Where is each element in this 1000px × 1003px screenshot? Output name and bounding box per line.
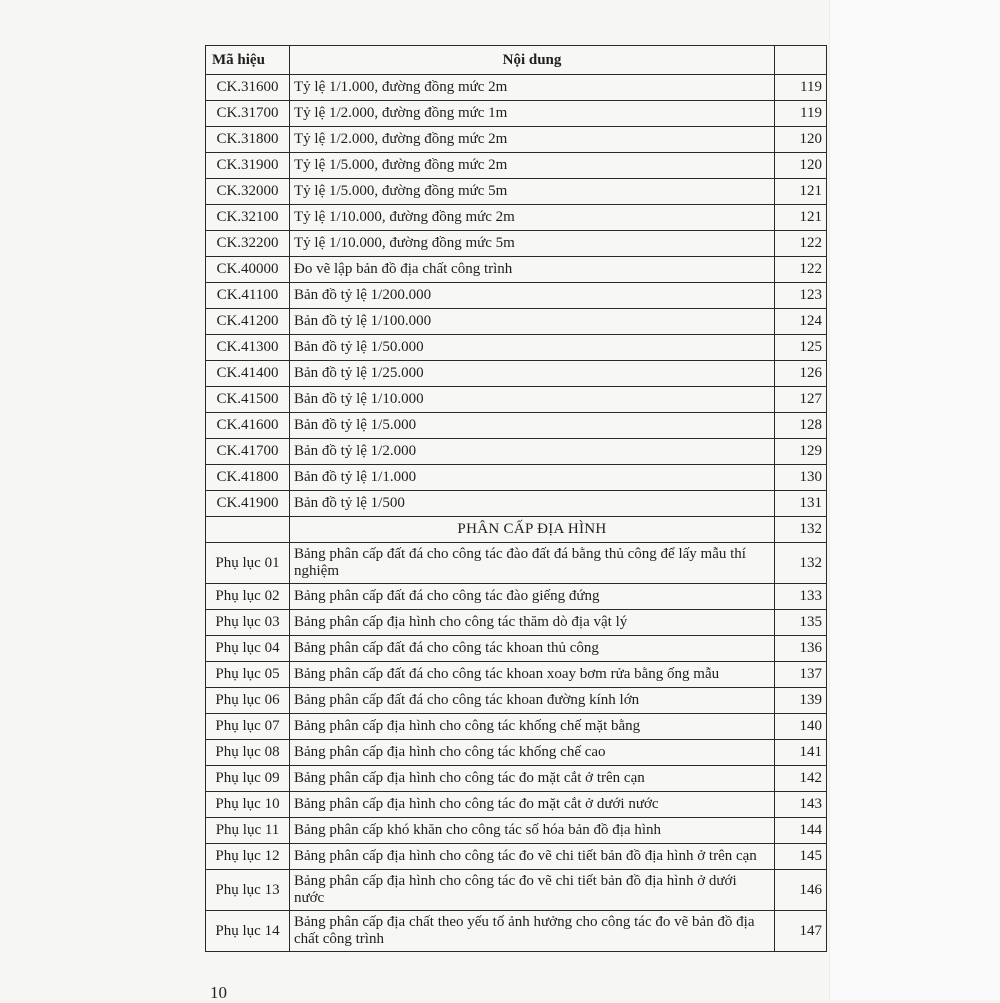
row-content: Bản đồ tỷ lệ 1/200.000 <box>290 283 775 309</box>
table-row <box>206 766 827 792</box>
row-content: Bảng phân cấp địa hình cho công tác thăm dò địa vật lý <box>290 610 775 636</box>
row-page-number: 141 <box>775 740 827 766</box>
table-row <box>206 610 827 636</box>
table-row <box>206 792 827 818</box>
header-content: Nội dung <box>290 46 775 75</box>
row-content: Bảng phân cấp địa hình cho công tác đo mặt cắt ở trên cạn <box>290 766 775 792</box>
row-code <box>206 517 290 543</box>
section-heading-row <box>206 517 827 543</box>
row-code: Phụ lục 01 <box>206 543 290 584</box>
table-row <box>206 257 827 283</box>
row-page-number: 147 <box>775 911 827 952</box>
table-row <box>206 283 827 309</box>
table-row <box>206 584 827 610</box>
row-code: CK.41600 <box>206 413 290 439</box>
row-code: CK.32000 <box>206 179 290 205</box>
row-code: CK.31900 <box>206 153 290 179</box>
row-code: CK.32200 <box>206 231 290 257</box>
table-row <box>206 714 827 740</box>
row-page-number: 121 <box>775 179 827 205</box>
table-row <box>206 231 827 257</box>
row-content: Bảng phân cấp đất đá cho công tác khoan đường kính lớn <box>290 688 775 714</box>
table-row <box>206 844 827 870</box>
row-content: Đo vẽ lập bản đồ địa chất công trình <box>290 257 775 283</box>
row-page-number: 126 <box>775 361 827 387</box>
row-code: CK.41900 <box>206 491 290 517</box>
row-page-number: 130 <box>775 465 827 491</box>
row-content: Bản đồ tỷ lệ 1/500 <box>290 491 775 517</box>
row-code: CK.31700 <box>206 101 290 127</box>
row-code: CK.41100 <box>206 283 290 309</box>
row-code: CK.31800 <box>206 127 290 153</box>
row-code: Phụ lục 09 <box>206 766 290 792</box>
row-content: Bản đồ tỷ lệ 1/1.000 <box>290 465 775 491</box>
table-row <box>206 465 827 491</box>
row-content: Bản đồ tỷ lệ 1/100.000 <box>290 309 775 335</box>
page-number: 10 <box>210 983 227 1002</box>
row-code: Phụ lục 10 <box>206 792 290 818</box>
table-row <box>206 911 827 952</box>
table-row <box>206 153 827 179</box>
row-code: CK.41200 <box>206 309 290 335</box>
header-code: Mã hiệu <box>206 46 290 75</box>
row-page-number: 139 <box>775 688 827 714</box>
table-row <box>206 543 827 584</box>
row-page-number: 142 <box>775 766 827 792</box>
table-body <box>206 75 827 952</box>
header-page <box>775 46 827 75</box>
row-page-number: 145 <box>775 844 827 870</box>
row-content: Bản đồ tỷ lệ 1/10.000 <box>290 387 775 413</box>
row-content: Bảng phân cấp địa hình cho công tác khống chế cao <box>290 740 775 766</box>
row-code: Phụ lục 04 <box>206 636 290 662</box>
row-page-number: 136 <box>775 636 827 662</box>
row-code: CK.41500 <box>206 387 290 413</box>
row-code: Phụ lục 07 <box>206 714 290 740</box>
row-page-number: 120 <box>775 127 827 153</box>
row-page-number: 127 <box>775 387 827 413</box>
row-content: Bản đồ tỷ lệ 1/50.000 <box>290 335 775 361</box>
row-page-number: 135 <box>775 610 827 636</box>
row-page-number: 137 <box>775 662 827 688</box>
section-heading: PHÂN CẤP ĐỊA HÌNH <box>290 517 775 543</box>
row-content: Bản đồ tỷ lệ 1/25.000 <box>290 361 775 387</box>
row-code: CK.41800 <box>206 465 290 491</box>
table-row <box>206 870 827 911</box>
row-content: Bảng phân cấp địa hình cho công tác đo vẽ chi tiết bản đồ địa hình ở trên cạn <box>290 844 775 870</box>
table-row <box>206 75 827 101</box>
table-row <box>206 205 827 231</box>
row-content: Bảng phân cấp đất đá cho công tác khoan thủ công <box>290 636 775 662</box>
row-code: CK.41700 <box>206 439 290 465</box>
row-page-number: 132 <box>775 543 827 584</box>
row-page-number: 121 <box>775 205 827 231</box>
row-content: Bảng phân cấp địa hình cho công tác đo mặt cắt ở dưới nước <box>290 792 775 818</box>
row-content: Tỷ lệ 1/5.000, đường đồng mức 2m <box>290 153 775 179</box>
table-row <box>206 387 827 413</box>
row-content: Tỷ lệ 1/5.000, đường đồng mức 5m <box>290 179 775 205</box>
page-edge <box>829 0 1000 1000</box>
table-row <box>206 413 827 439</box>
table-row <box>206 439 827 465</box>
row-page-number: 144 <box>775 818 827 844</box>
row-code: Phụ lục 03 <box>206 610 290 636</box>
row-code: Phụ lục 02 <box>206 584 290 610</box>
table-row <box>206 361 827 387</box>
row-content: Tỷ lệ 1/2.000, đường đồng mức 2m <box>290 127 775 153</box>
row-content: Bản đồ tỷ lệ 1/2.000 <box>290 439 775 465</box>
row-code: CK.41300 <box>206 335 290 361</box>
table-of-contents <box>205 45 827 952</box>
row-code: Phụ lục 12 <box>206 844 290 870</box>
table-row <box>206 179 827 205</box>
row-page-number: 140 <box>775 714 827 740</box>
row-page-number: 131 <box>775 491 827 517</box>
row-content: Bảng phân cấp khó khăn cho công tác số hóa bản đồ địa hình <box>290 818 775 844</box>
table-row <box>206 740 827 766</box>
row-content: Bản đồ tỷ lệ 1/5.000 <box>290 413 775 439</box>
row-page-number: 125 <box>775 335 827 361</box>
table-row <box>206 491 827 517</box>
row-page-number: 132 <box>775 517 827 543</box>
row-page-number: 129 <box>775 439 827 465</box>
row-page-number: 123 <box>775 283 827 309</box>
row-code: Phụ lục 11 <box>206 818 290 844</box>
row-content: Tỷ lệ 1/2.000, đường đồng mức 1m <box>290 101 775 127</box>
row-page-number: 143 <box>775 792 827 818</box>
row-code: Phụ lục 14 <box>206 911 290 952</box>
row-content: Tỷ lệ 1/1.000, đường đồng mức 2m <box>290 75 775 101</box>
table-row <box>206 662 827 688</box>
row-content: Bảng phân cấp địa hình cho công tác đo vẽ chi tiết bản đồ địa hình ở dưới nước <box>290 870 775 911</box>
row-content: Tỷ lệ 1/10.000, đường đồng mức 5m <box>290 231 775 257</box>
row-content: Bảng phân cấp địa chất theo yếu tố ảnh hưởng cho công tác đo vẽ bản đồ địa chất công trình <box>290 911 775 952</box>
row-page-number: 124 <box>775 309 827 335</box>
table-row <box>206 688 827 714</box>
row-page-number: 146 <box>775 870 827 911</box>
row-page-number: 122 <box>775 257 827 283</box>
row-content: Bảng phân cấp đất đá cho công tác khoan xoay bơm rửa bằng ống mẫu <box>290 662 775 688</box>
row-code: CK.41400 <box>206 361 290 387</box>
row-content: Bảng phân cấp đất đá cho công tác đào đất đá bằng thủ công để lấy mẫu thí nghiệm <box>290 543 775 584</box>
row-code: Phụ lục 05 <box>206 662 290 688</box>
row-page-number: 120 <box>775 153 827 179</box>
table-row <box>206 101 827 127</box>
table-header-row <box>206 46 827 75</box>
row-code: Phụ lục 13 <box>206 870 290 911</box>
table-row <box>206 309 827 335</box>
row-page-number: 119 <box>775 75 827 101</box>
row-code: CK.32100 <box>206 205 290 231</box>
row-code: CK.40000 <box>206 257 290 283</box>
table-row <box>206 127 827 153</box>
row-page-number: 133 <box>775 584 827 610</box>
row-code: Phụ lục 06 <box>206 688 290 714</box>
row-code: Phụ lục 08 <box>206 740 290 766</box>
row-page-number: 122 <box>775 231 827 257</box>
table-row <box>206 636 827 662</box>
row-content: Bảng phân cấp địa hình cho công tác khống chế mặt bằng <box>290 714 775 740</box>
table-row <box>206 335 827 361</box>
row-content: Bảng phân cấp đất đá cho công tác đào giếng đứng <box>290 584 775 610</box>
row-page-number: 128 <box>775 413 827 439</box>
row-code: CK.31600 <box>206 75 290 101</box>
row-page-number: 119 <box>775 101 827 127</box>
row-content: Tỷ lệ 1/10.000, đường đồng mức 2m <box>290 205 775 231</box>
table-row <box>206 818 827 844</box>
